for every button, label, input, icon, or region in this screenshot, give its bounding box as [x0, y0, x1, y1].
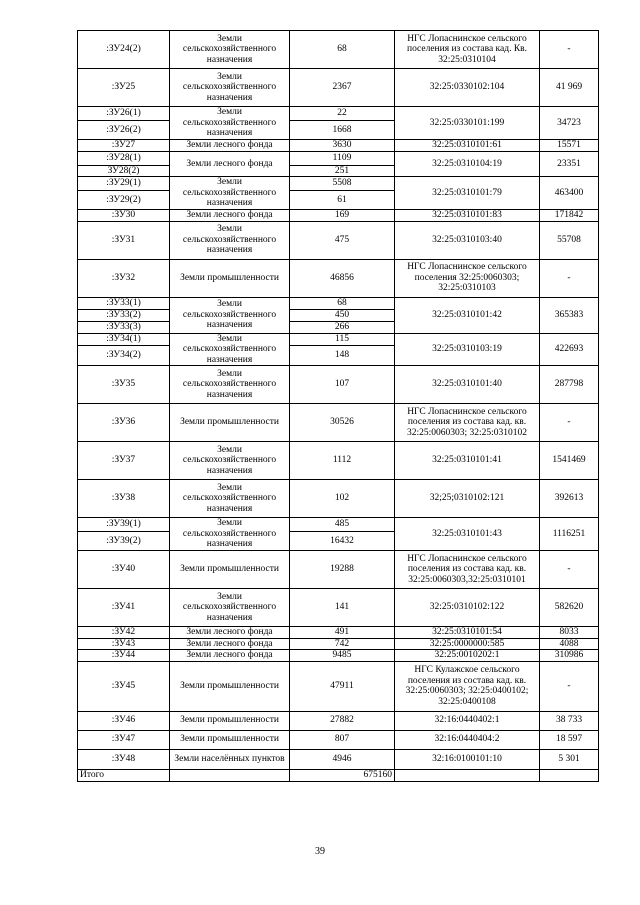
- plot-id-cell: :ЗУ37: [78, 442, 170, 480]
- cadastral-number-cell: 32:25:0310103:19: [395, 333, 540, 366]
- plot-id-cell: :ЗУ30: [78, 210, 170, 222]
- area-cell: 16432: [290, 532, 395, 551]
- area-cell: 1109: [290, 151, 395, 165]
- area-cell: 61: [290, 191, 395, 210]
- area-cell: 19288: [290, 551, 395, 589]
- area-cell: 485: [290, 518, 395, 532]
- plot-id-cell: :ЗУ34(2): [78, 346, 170, 366]
- area-cell: 141: [290, 589, 395, 627]
- area-cell: 266: [290, 321, 395, 333]
- cadastral-cost-cell: 23351: [540, 151, 599, 177]
- cadastral-number-cell: 32:25:0310101:41: [395, 442, 540, 480]
- total-empty-cell: [170, 769, 290, 781]
- land-category-cell: Земли сельскохозяйственного назначения: [170, 177, 290, 210]
- plot-id-cell: :ЗУ46: [78, 711, 170, 730]
- land-category-cell: Земли сельскохозяйственного назначения: [170, 297, 290, 333]
- cadastral-cost-cell: 8033: [540, 627, 599, 639]
- cadastral-number-cell: 32:25:0310101:83: [395, 210, 540, 222]
- plot-id-cell: :ЗУ25: [78, 69, 170, 107]
- cadastral-number-cell: 32:25:0310103:40: [395, 221, 540, 259]
- table-row: [78, 297, 599, 309]
- land-category-cell: Земли сельскохозяйственного назначения: [170, 480, 290, 518]
- cadastral-number-cell: НГС Лопаснинское сельского поселения из состава кад. кв. 32:25:0060303; 32:25:0310102: [395, 404, 540, 442]
- plot-id-cell: :ЗУ32: [78, 259, 170, 297]
- area-cell: 1668: [290, 121, 395, 140]
- land-category-cell: Земли промышленности: [170, 551, 290, 589]
- land-category-cell: Земли лесного фонда: [170, 151, 290, 177]
- land-category-cell: Земли лесного фонда: [170, 210, 290, 222]
- land-category-cell: Земли лесного фонда: [170, 650, 290, 662]
- plot-id-cell: :ЗУ41: [78, 589, 170, 627]
- cadastral-cost-cell: 38 733: [540, 711, 599, 730]
- plot-id-cell: :ЗУ39(1): [78, 518, 170, 532]
- cadastral-cost-cell: -: [540, 661, 599, 711]
- cadastral-number-cell: НГС Лопаснинское сельского поселения 32:25:0060303; 32:25:0310103: [395, 259, 540, 297]
- land-category-cell: Земли сельскохозяйственного назначения: [170, 518, 290, 551]
- total-value: 675160: [290, 769, 395, 781]
- plot-id-cell: :ЗУ33(2): [78, 309, 170, 321]
- plot-id-cell: :ЗУ44: [78, 650, 170, 662]
- cadastral-number-cell: 32:25:0310101:40: [395, 366, 540, 404]
- land-category-cell: Земли промышленности: [170, 404, 290, 442]
- cadastral-number-cell: 32:25:0310101:42: [395, 297, 540, 333]
- cadastral-number-cell: 32:16:0100101:10: [395, 749, 540, 769]
- plot-id-cell: :ЗУ31: [78, 221, 170, 259]
- area-cell: 491: [290, 627, 395, 639]
- cadastral-number-cell: 32:25:0330102:104: [395, 69, 540, 107]
- table-row: [78, 31, 599, 69]
- cadastral-cost-cell: 5 301: [540, 749, 599, 769]
- land-category-cell: Земли лесного фонда: [170, 638, 290, 650]
- cadastral-number-cell: 32:25:0000000:585: [395, 638, 540, 650]
- area-cell: 9485: [290, 650, 395, 662]
- cadastral-cost-cell: 310986: [540, 650, 599, 662]
- table-row: [78, 551, 599, 589]
- cadastral-cost-cell: 18 597: [540, 730, 599, 749]
- area-cell: 2367: [290, 69, 395, 107]
- table-row: [78, 730, 599, 749]
- plot-id-cell: :ЗУ24(2): [78, 31, 170, 69]
- total-empty-cell: [395, 769, 540, 781]
- cadastral-cost-cell: 1116251: [540, 518, 599, 551]
- table-row: [78, 442, 599, 480]
- table-row: [78, 177, 599, 191]
- plot-id-cell: :ЗУ27: [78, 140, 170, 152]
- cadastral-cost-cell: 41 969: [540, 69, 599, 107]
- area-cell: 27882: [290, 711, 395, 730]
- cadastral-cost-cell: 1541469: [540, 442, 599, 480]
- plot-id-cell: :ЗУ47: [78, 730, 170, 749]
- cadastral-number-cell: 32:25:0330101:199: [395, 107, 540, 140]
- table-row: [78, 221, 599, 259]
- area-cell: 68: [290, 297, 395, 309]
- area-cell: 46856: [290, 259, 395, 297]
- cadastral-cost-cell: 4088: [540, 638, 599, 650]
- area-cell: 450: [290, 309, 395, 321]
- table-row: [78, 650, 599, 662]
- table-row: [78, 480, 599, 518]
- cadastral-cost-cell: 34723: [540, 107, 599, 140]
- plot-id-cell: :ЗУ42: [78, 627, 170, 639]
- area-cell: 807: [290, 730, 395, 749]
- land-category-cell: Земли сельскохозяйственного назначения: [170, 221, 290, 259]
- area-cell: 115: [290, 333, 395, 346]
- area-cell: 475: [290, 221, 395, 259]
- table-row: [78, 107, 599, 121]
- area-cell: 169: [290, 210, 395, 222]
- cadastral-cost-cell: 463400: [540, 177, 599, 210]
- area-cell: 3630: [290, 140, 395, 152]
- plot-id-cell: :ЗУ33(1): [78, 297, 170, 309]
- area-cell: 148: [290, 346, 395, 366]
- area-cell: 742: [290, 638, 395, 650]
- cadastral-cost-cell: 171842: [540, 210, 599, 222]
- area-cell: 30526: [290, 404, 395, 442]
- land-category-cell: Земли промышленности: [170, 711, 290, 730]
- table-row: [78, 210, 599, 222]
- plot-id-cell: :ЗУ40: [78, 551, 170, 589]
- cadastral-cost-cell: -: [540, 404, 599, 442]
- total-row: [78, 769, 599, 781]
- table-row: [78, 627, 599, 639]
- plot-id-cell: :ЗУ33(3): [78, 321, 170, 333]
- total-empty-cell: [540, 769, 599, 781]
- land-category-cell: Земли промышленности: [170, 661, 290, 711]
- cadastral-number-cell: 32:25:0010202:1: [395, 650, 540, 662]
- cadastral-number-cell: 32:25:0310101:43: [395, 518, 540, 551]
- cadastral-cost-cell: -: [540, 259, 599, 297]
- cadastral-number-cell: 32:25:0310104:19: [395, 151, 540, 177]
- cadastral-cost-cell: 582620: [540, 589, 599, 627]
- area-cell: 5508: [290, 177, 395, 191]
- cadastral-cost-cell: -: [540, 551, 599, 589]
- area-cell: 102: [290, 480, 395, 518]
- land-category-cell: Земли сельскохозяйственного назначения: [170, 333, 290, 366]
- plot-id-cell: :ЗУ43: [78, 638, 170, 650]
- land-category-cell: Земли населённых пунктов: [170, 749, 290, 769]
- land-category-cell: Земли лесного фонда: [170, 627, 290, 639]
- table-row: [78, 140, 599, 152]
- table-row: [78, 711, 599, 730]
- table-row: [78, 518, 599, 532]
- land-category-cell: Земли сельскохозяйственного назначения: [170, 69, 290, 107]
- table-row: [78, 589, 599, 627]
- cadastral-number-cell: НГС Лопаснинское сельского поселения из состава кад. кв. 32:25:0060303,32:25:0310101: [395, 551, 540, 589]
- plot-id-cell: :ЗУ48: [78, 749, 170, 769]
- total-label: Итого: [78, 769, 170, 781]
- area-cell: 251: [290, 165, 395, 177]
- plot-id-cell: :ЗУ26(2): [78, 121, 170, 140]
- land-category-cell: Земли промышленности: [170, 730, 290, 749]
- plot-id-cell: :ЗУ36: [78, 404, 170, 442]
- cadastral-cost-cell: 287798: [540, 366, 599, 404]
- area-cell: 4946: [290, 749, 395, 769]
- land-plots-table: [77, 30, 599, 782]
- plot-id-cell: ЗУ28(2): [78, 165, 170, 177]
- plot-id-cell: :ЗУ26(1): [78, 107, 170, 121]
- plot-id-cell: :ЗУ39(2): [78, 532, 170, 551]
- table-row: [78, 638, 599, 650]
- cadastral-cost-cell: 55708: [540, 221, 599, 259]
- cadastral-cost-cell: 15571: [540, 140, 599, 152]
- area-cell: 107: [290, 366, 395, 404]
- cadastral-number-cell: 32:25:0310101:61: [395, 140, 540, 152]
- area-cell: 22: [290, 107, 395, 121]
- land-category-cell: Земли сельскохозяйственного назначения: [170, 442, 290, 480]
- plot-id-cell: :ЗУ28(1): [78, 151, 170, 165]
- table-row: [78, 69, 599, 107]
- plot-id-cell: :ЗУ38: [78, 480, 170, 518]
- area-cell: 68: [290, 31, 395, 69]
- cadastral-number-cell: 32:16:0440402:1: [395, 711, 540, 730]
- cadastral-number-cell: НГС Лопаснинское сельского поселения из состава кад. Кв. 32:25:0310104: [395, 31, 540, 69]
- cadastral-number-cell: НГС Кулажское сельского поселения из состава кад. кв. 32:25:0060303; 32:25:0400102; 32:25:0400108: [395, 661, 540, 711]
- plot-id-cell: :ЗУ35: [78, 366, 170, 404]
- cadastral-cost-cell: 422693: [540, 333, 599, 366]
- table-row: [78, 259, 599, 297]
- land-category-cell: Земли сельскохозяйственного назначения: [170, 107, 290, 140]
- area-cell: 1112: [290, 442, 395, 480]
- cadastral-number-cell: 32:16:0440404:2: [395, 730, 540, 749]
- plot-id-cell: :ЗУ29(1): [78, 177, 170, 191]
- cadastral-cost-cell: 365383: [540, 297, 599, 333]
- land-category-cell: Земли сельскохозяйственного назначения: [170, 31, 290, 69]
- cadastral-number-cell: 32:25:0310101:54: [395, 627, 540, 639]
- area-cell: 47911: [290, 661, 395, 711]
- table-row: [78, 333, 599, 346]
- cadastral-number-cell: 32:25:0310101:79: [395, 177, 540, 210]
- cadastral-cost-cell: -: [540, 31, 599, 69]
- table-row: [78, 366, 599, 404]
- plot-id-cell: :ЗУ45: [78, 661, 170, 711]
- plot-id-cell: :ЗУ29(2): [78, 191, 170, 210]
- table-row: [78, 661, 599, 711]
- plot-id-cell: :ЗУ34(1): [78, 333, 170, 346]
- land-category-cell: Земли сельскохозяйственного назначения: [170, 366, 290, 404]
- cadastral-number-cell: 32;25;0310102:121: [395, 480, 540, 518]
- land-category-cell: Земли промышленности: [170, 259, 290, 297]
- cadastral-cost-cell: 392613: [540, 480, 599, 518]
- table-row: [78, 749, 599, 769]
- page-number: 39: [315, 846, 325, 857]
- land-category-cell: Земли лесного фонда: [170, 140, 290, 152]
- table-row: [78, 404, 599, 442]
- table-row: [78, 151, 599, 165]
- cadastral-number-cell: 32:25:0310102:122: [395, 589, 540, 627]
- land-category-cell: Земли сельскохозяйственного назначения: [170, 589, 290, 627]
